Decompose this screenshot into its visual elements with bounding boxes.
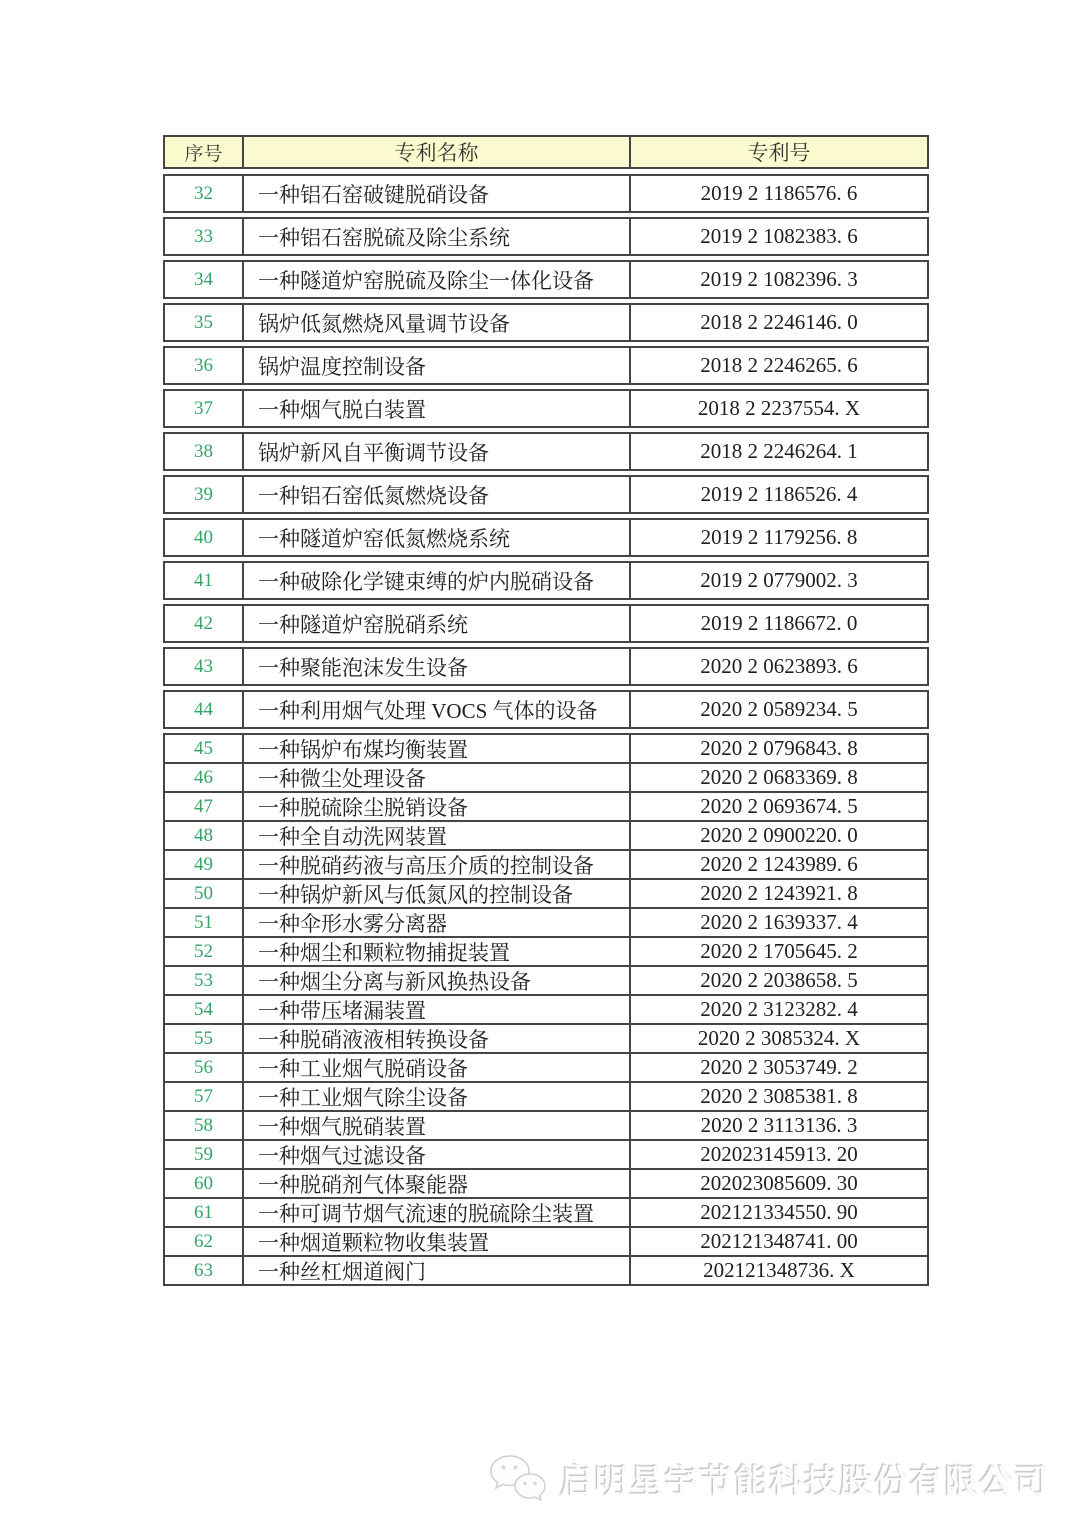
patent-number-cell: 2019 2 1186672. 0 — [629, 606, 927, 641]
table-row — [163, 1170, 929, 1199]
serial-number-cell: 50 — [165, 880, 244, 907]
table-row — [163, 822, 929, 851]
serial-number-cell: 37 — [165, 391, 244, 426]
table-row — [163, 1228, 929, 1257]
serial-number-cell: 52 — [165, 938, 244, 965]
patent-number-cell: 2019 2 0779002. 3 — [629, 563, 927, 598]
table-row — [163, 1025, 929, 1054]
serial-number-cell: 59 — [165, 1141, 244, 1168]
table-header-row — [163, 135, 929, 169]
patent-name-cell: 一种脱硫除尘脱销设备 — [258, 795, 468, 820]
patent-name-cell: 一种伞形水雾分离器 — [258, 911, 447, 936]
patent-name-cell: 一种破除化学键束缚的炉内脱硝设备 — [258, 569, 594, 594]
patent-name-cell: 一种烟气过滤设备 — [258, 1143, 426, 1168]
table-row — [163, 880, 929, 909]
table-row — [163, 733, 929, 764]
patent-name-cell: 一种丝杠烟道阀门 — [258, 1259, 426, 1284]
serial-number-cell: 45 — [165, 735, 244, 762]
patent-number-cell: 202023145913. 20 — [629, 1141, 927, 1168]
table-row — [163, 475, 929, 514]
patent-number-cell: 2020 2 0623893. 6 — [629, 649, 927, 684]
table-row — [163, 967, 929, 996]
patent-name-cell: 一种隧道炉窑脱硝系统 — [258, 612, 468, 637]
table-row — [163, 909, 929, 938]
serial-number-cell: 38 — [165, 434, 244, 469]
table-row — [163, 647, 929, 686]
serial-number-cell: 47 — [165, 793, 244, 820]
serial-number-cell: 56 — [165, 1054, 244, 1081]
patent-name-cell: 一种脱硝药液与高压介质的控制设备 — [258, 853, 594, 878]
patent-name-cell: 一种脱硝液液相转换设备 — [258, 1027, 489, 1052]
patent-number-cell: 2020 2 1243989. 6 — [629, 851, 927, 878]
patent-name-cell: 锅炉温度控制设备 — [258, 354, 426, 379]
serial-number-cell: 35 — [165, 305, 244, 340]
patent-number-cell: 2019 2 1082396. 3 — [629, 262, 927, 297]
patent-name-cell: 锅炉新风自平衡调节设备 — [258, 440, 489, 465]
wechat-bubbles-icon — [486, 1452, 548, 1506]
patent-number-cell: 202023085609. 30 — [629, 1170, 927, 1197]
serial-number-cell: 39 — [165, 477, 244, 512]
table-row — [163, 764, 929, 793]
table-row — [163, 1141, 929, 1170]
table-row — [163, 851, 929, 880]
patent-number-cell: 2020 2 0796843. 8 — [629, 735, 927, 762]
patent-name-cell: 一种烟尘和颗粒物捕捉装置 — [258, 940, 510, 965]
patent-number-cell: 2019 2 1186526. 4 — [629, 477, 927, 512]
table-row — [163, 1083, 929, 1112]
serial-number-cell: 55 — [165, 1025, 244, 1052]
serial-number-cell: 49 — [165, 851, 244, 878]
table-row — [163, 174, 929, 213]
patent-number-cell: 2019 2 1179256. 8 — [629, 520, 927, 555]
serial-number-cell: 61 — [165, 1199, 244, 1226]
patent-name-cell: 一种聚能泡沫发生设备 — [258, 655, 468, 680]
patent-number-cell: 202121348741. 00 — [629, 1228, 927, 1255]
patent-name-cell: 一种全自动洗网装置 — [258, 824, 447, 849]
serial-number-cell: 34 — [165, 262, 244, 297]
patent-number-cell: 2020 2 1243921. 8 — [629, 880, 927, 907]
serial-number-cell: 44 — [165, 692, 244, 727]
table-row — [163, 793, 929, 822]
patent-name-cell: 一种烟气脱硝装置 — [258, 1114, 426, 1139]
patent-name-cell: 一种利用烟气处理 VOCS 气体的设备 — [258, 698, 598, 723]
patent-number-cell: 2018 2 2246264. 1 — [629, 434, 927, 469]
table-row — [163, 518, 929, 557]
column-header-serial: 序号 — [165, 137, 244, 167]
patent-name-cell: 一种铝石窑低氮燃烧设备 — [258, 483, 489, 508]
patent-number-cell: 2020 2 3085381. 8 — [629, 1083, 927, 1110]
patent-number-cell: 2020 2 0693674. 5 — [629, 793, 927, 820]
table-row — [163, 996, 929, 1025]
serial-number-cell: 41 — [165, 563, 244, 598]
serial-number-cell: 54 — [165, 996, 244, 1023]
patent-name-cell: 一种隧道炉窑低氮燃烧系统 — [258, 526, 510, 551]
serial-number-cell: 48 — [165, 822, 244, 849]
table-row — [163, 690, 929, 729]
table-row — [163, 217, 929, 256]
patent-name-cell: 一种带压堵漏装置 — [258, 998, 426, 1023]
patent-number-cell: 2020 2 1705645. 2 — [629, 938, 927, 965]
table-row — [163, 1112, 929, 1141]
patent-name-cell: 一种工业烟气除尘设备 — [258, 1085, 468, 1110]
patent-table — [163, 135, 929, 1286]
column-header-patent-name: 专利名称 — [394, 141, 479, 165]
patent-name-cell: 一种微尘处理设备 — [258, 766, 426, 791]
patent-number-cell: 2018 2 2237554. X — [629, 391, 927, 426]
serial-number-cell: 32 — [165, 176, 244, 211]
serial-number-cell: 58 — [165, 1112, 244, 1139]
serial-number-cell: 33 — [165, 219, 244, 254]
serial-number-cell: 40 — [165, 520, 244, 555]
watermark-company-name: 启明星宇节能科技股份有限公司 — [560, 1462, 1050, 1500]
column-header-patent-number: 专利号 — [629, 137, 927, 167]
patent-number-cell: 2020 2 0683369. 8 — [629, 764, 927, 791]
serial-number-cell: 36 — [165, 348, 244, 383]
patent-name-cell: 一种烟道颗粒物收集装置 — [258, 1230, 489, 1255]
patent-name-cell: 一种可调节烟气流速的脱硫除尘装置 — [258, 1201, 594, 1226]
serial-number-cell: 57 — [165, 1083, 244, 1110]
patent-number-cell: 2020 2 3123282. 4 — [629, 996, 927, 1023]
patent-number-cell: 2020 2 3085324. X — [629, 1025, 927, 1052]
serial-number-cell: 63 — [165, 1257, 244, 1284]
patent-name-cell: 一种工业烟气脱硝设备 — [258, 1056, 468, 1081]
patent-name-cell: 锅炉低氮燃烧风量调节设备 — [258, 311, 510, 336]
patent-name-cell: 一种锅炉新风与低氮风的控制设备 — [258, 882, 573, 907]
table-body — [163, 174, 929, 1286]
table-row — [163, 346, 929, 385]
table-row — [163, 303, 929, 342]
serial-number-cell: 53 — [165, 967, 244, 994]
patent-name-cell: 一种锅炉布煤均衡装置 — [258, 737, 468, 762]
patent-number-cell: 2020 2 2038658. 5 — [629, 967, 927, 994]
watermark — [486, 1447, 1050, 1511]
patent-name-cell: 一种脱硝剂气体聚能器 — [258, 1172, 468, 1197]
patent-number-cell: 2019 2 1186576. 6 — [629, 176, 927, 211]
serial-number-cell: 51 — [165, 909, 244, 936]
table-row — [163, 389, 929, 428]
patent-number-cell: 202121334550. 90 — [629, 1199, 927, 1226]
patent-number-cell: 2018 2 2246146. 0 — [629, 305, 927, 340]
patent-number-cell: 2020 2 3053749. 2 — [629, 1054, 927, 1081]
patent-number-cell: 2020 2 3113136. 3 — [629, 1112, 927, 1139]
table-row — [163, 1257, 929, 1286]
patent-name-cell: 一种烟尘分离与新风换热设备 — [258, 969, 531, 994]
patent-name-cell: 一种隧道炉窑脱硫及除尘一体化设备 — [258, 268, 594, 293]
patent-name-cell: 一种铝石窑脱硫及除尘系统 — [258, 225, 510, 250]
table-row — [163, 1199, 929, 1228]
table-row — [163, 938, 929, 967]
table-row — [163, 1054, 929, 1083]
table-row — [163, 561, 929, 600]
serial-number-cell: 46 — [165, 764, 244, 791]
table-row — [163, 432, 929, 471]
patent-name-cell: 一种铝石窑破键脱硝设备 — [258, 182, 489, 207]
patent-number-cell: 2020 2 0900220. 0 — [629, 822, 927, 849]
patent-name-cell: 一种烟气脱白装置 — [258, 397, 426, 422]
serial-number-cell: 60 — [165, 1170, 244, 1197]
serial-number-cell: 62 — [165, 1228, 244, 1255]
table-row — [163, 604, 929, 643]
serial-number-cell: 43 — [165, 649, 244, 684]
patent-number-cell: 202121348736. X — [629, 1257, 927, 1284]
serial-number-cell: 42 — [165, 606, 244, 641]
patent-number-cell: 2020 2 0589234. 5 — [629, 692, 927, 727]
patent-number-cell: 2020 2 1639337. 4 — [629, 909, 927, 936]
patent-number-cell: 2019 2 1082383. 6 — [629, 219, 927, 254]
patent-number-cell: 2018 2 2246265. 6 — [629, 348, 927, 383]
table-row — [163, 260, 929, 299]
